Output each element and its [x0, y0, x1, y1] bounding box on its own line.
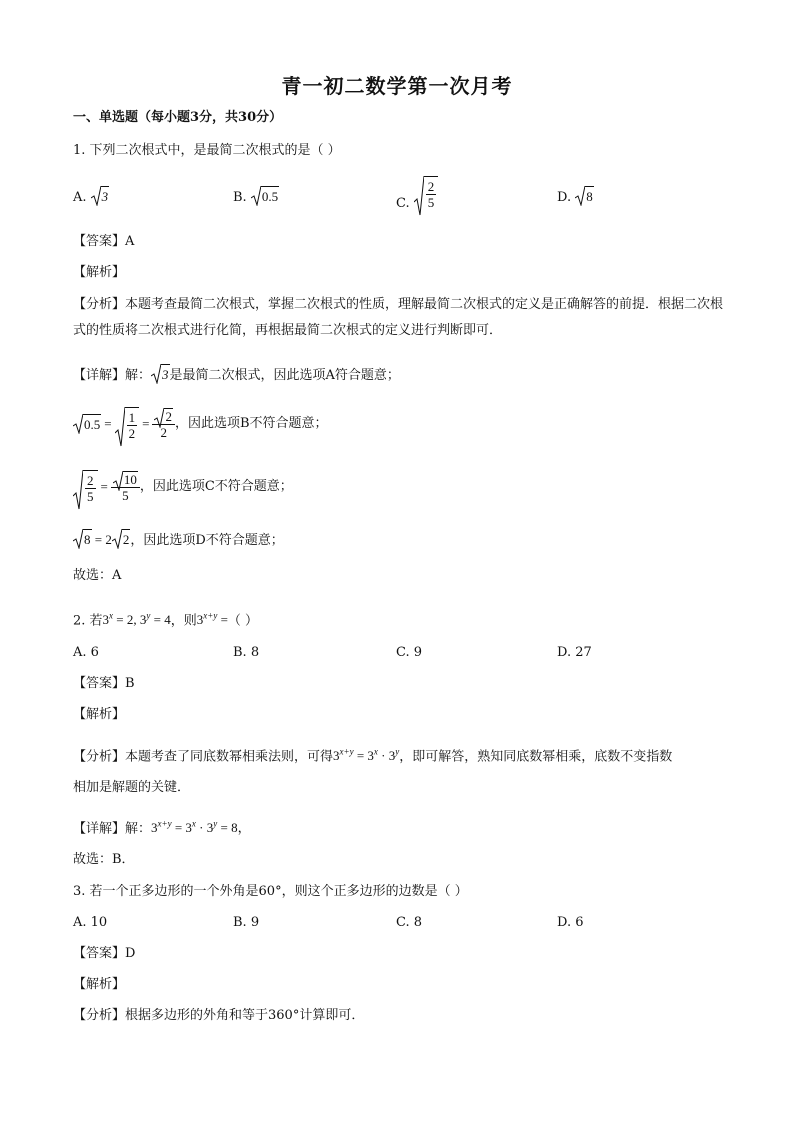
q1-detail-d: 8 = 2 2，因此选项D不符合题意；: [73, 529, 284, 551]
q1-analysis-text: 【分析】本题考查最简二次根式，掌握二次根式的性质，理解最简二次根式的定义是正确解答的前提．根据二次根式的性质将二次根式进行化简，再根据最简二次根式的定义进行判断即可．: [73, 297, 724, 338]
q3-analysis-text: 【分析】根据多边形的外角和等于360°计算即可．: [73, 1008, 365, 1023]
question-1-stem: 1. 下列二次根式中，是最简二次根式的是（ ）: [73, 143, 341, 158]
q1-option-a[interactable]: A. 3: [73, 186, 109, 208]
q1-option-b[interactable]: B. 0.5: [233, 186, 279, 208]
q2-option-d[interactable]: D. 27: [557, 645, 592, 660]
q3-option-d[interactable]: D. 6: [557, 915, 584, 930]
q3-answer: 【答案】D: [73, 946, 136, 961]
q3-option-c[interactable]: C. 8: [396, 915, 423, 930]
q1-detail-b: 0.5 = $\frac{1}{2}$ = $\frac{2}{2}$ ，因此选项B不符合题意；: [73, 402, 328, 446]
q2-detail: 【详解】解：$3^{x+y} = 3^x \cdot 3^y = 8$，: [73, 819, 251, 837]
question-3-stem: 3. 若一个正多边形的一个外角是60°，则这个正多边形的边数是（ ）: [73, 884, 468, 899]
q2-analysis-heading: 【解析】: [73, 707, 126, 722]
q3-option-a[interactable]: A. 10: [73, 915, 108, 930]
q3-option-b[interactable]: B. 9: [233, 915, 260, 930]
q1-answer: 【答案】A: [73, 234, 135, 249]
q1-option-c[interactable]: C. $\frac{2}{5}$: [396, 176, 438, 210]
q2-option-b[interactable]: B. 8: [233, 645, 260, 660]
q2-answer: 【答案】B: [73, 676, 135, 691]
q2-analysis-line-1: 【分析】本题考查了同底数幂相乘法则，可得$3^{x+y} = 3^x \cdot 3^y$，即可解答，熟知同底数幂相乘，底数不变指数: [73, 747, 673, 765]
sqrt-expression: 8: [575, 186, 594, 207]
sqrt-expression: 3: [91, 186, 110, 207]
q1-detail-a: 【详解】解： 3是最简二次根式，因此选项A符合题意；: [73, 364, 400, 386]
q2-choose: 故选：B．: [73, 852, 135, 867]
q2-analysis-line-2: 相加是解题的关键．: [73, 780, 191, 795]
q2-option-a[interactable]: A. 6: [73, 645, 99, 660]
question-2-stem: 2. 若$3^x = 2$, $3^y = 4$，则$3^{x+y}$ =（ ）: [73, 611, 259, 629]
q1-option-d[interactable]: D. 8: [557, 186, 594, 208]
q3-analysis-heading: 【解析】: [73, 977, 126, 992]
section-heading: 一、单选题（每小题3分，共30分）: [73, 110, 283, 125]
page-title: 青一初二数学第一次月考: [281, 74, 513, 98]
sqrt-expression: 0.5: [251, 186, 279, 207]
q2-option-c[interactable]: C. 9: [396, 645, 423, 660]
q1-analysis-heading: 【解析】: [73, 265, 126, 280]
q1-choose: 故选：A: [73, 568, 122, 583]
sqrt-fraction: $\frac{2}{5}$: [414, 176, 439, 210]
q1-detail-c: $\frac{2}{5}$ = $\frac{10}{5}$ ，因此选项C不符合题意；: [73, 465, 293, 509]
